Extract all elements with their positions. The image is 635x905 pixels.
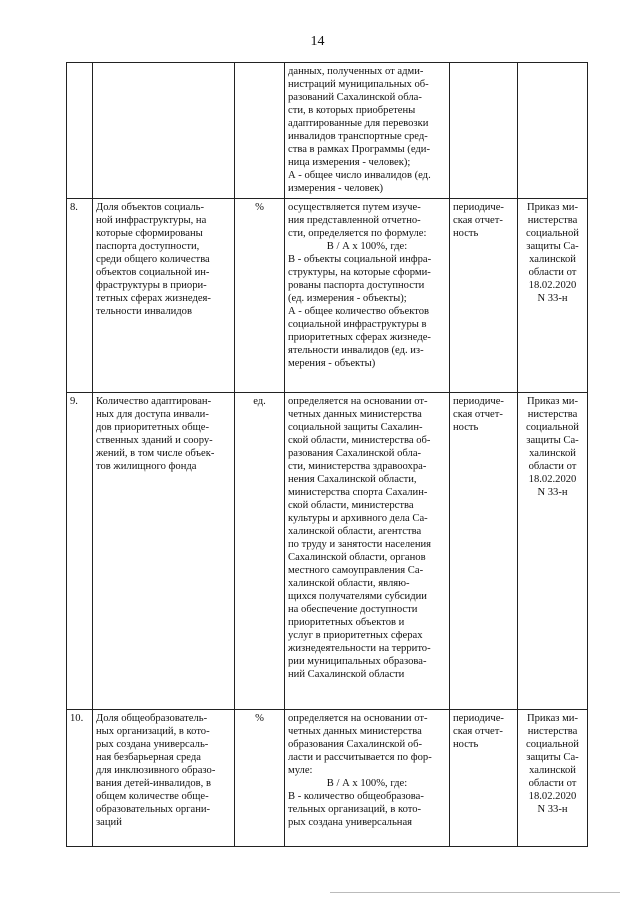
calculation-method — [285, 710, 450, 847]
table-row — [67, 199, 588, 393]
page-number: 14 — [310, 34, 325, 49]
unit-of-measure — [235, 63, 285, 199]
source-document: Приказ ми- нистерства социальной защиты Са- халинской области от 18.02.2020 N 33-н — [518, 393, 588, 710]
reporting-period: периодиче- ская отчет- ность — [450, 710, 518, 847]
source-document — [518, 63, 588, 199]
table-row — [67, 710, 588, 847]
formula-explanation: В - количество общеобразова- тельных организаций, в кото- рых создана универсальная — [288, 791, 424, 828]
calculation-method — [285, 393, 450, 710]
reporting-period — [450, 63, 518, 199]
method-text: определяется на основании от- четных данных министерства образования Сахалинской об- ласти и рассчитывается по фор- муле: — [288, 713, 432, 776]
source-document: Приказ ми- нистерства социальной защиты Са- халинской области от 18.02.2020 N 33-н — [518, 710, 588, 847]
calculation-method — [285, 199, 450, 393]
method-text: определяется на основании от- четных данных министерства социальной защиты Сахалин- ской области, министерства об- разования Сахалинской обла- сти, министерства здравоохра- нения Сахалинской области, министерства спорта Сахалин- ской области, министерства культуры и архивного дела Са- халинской области, агентства по труду и занятости населения Сахалинской области, органов местного самоуправления Са- халинской области, являю- щихся получателями субсидии на обеспечение доступности приоритетных объектов и услуг в приоритетных сферах жизнедеятельности на террито- рии муниципальных образова- ний Сахалинской области — [288, 396, 432, 680]
row-number: 9. — [67, 393, 93, 710]
reporting-period: периодиче- ская отчет- ность — [450, 199, 518, 393]
indicator-name — [93, 63, 235, 199]
unit-of-measure: % — [235, 710, 285, 847]
formula: В / А х 100%, где: — [326, 778, 408, 789]
row-number — [67, 63, 93, 199]
bottom-divider — [330, 892, 620, 893]
row-number: 10. — [67, 710, 93, 847]
source-document: Приказ ми- нистерства социальной защиты Са- халинской области от 18.02.2020 N 33-н — [518, 199, 588, 393]
formula: В / А х 100%, где: — [326, 241, 408, 252]
formula-explanation: В - объекты социальной инфра- структуры, на которые сформи- рованы паспорта доступности (ед. измерения - объекты); А - общее количество объектов социальной инфраструктуры в приоритетных сферах жизнеде- ятельности инвалидов (ед. из- мерения - объекты) — [288, 254, 432, 369]
reporting-period: периодиче- ская отчет- ность — [450, 393, 518, 710]
calculation-method — [285, 63, 450, 199]
indicator-name: Количество адаптирован- ных для доступа инвали- дов приоритетных обще- ственных зданий и соору- жений, в том числе объек- тов жилищного фонда — [93, 393, 235, 710]
table-row — [67, 63, 588, 199]
method-text: данных, полученных от адми- нистраций муниципальных об- разований Сахалинской обла- сти, в которых приобретены адаптированные для перевозки инвалидов транспортные сред- ства в рамках Программы (еди- ница измерения - человек); А - общее число инвалидов (ед. измерения - человек) — [288, 66, 431, 194]
indicators-table — [66, 62, 588, 847]
method-text: осуществляется путем изуче- ния представленной отчетно- сти, определяется по формуле: — [288, 202, 427, 239]
row-number: 8. — [67, 199, 93, 393]
indicator-name: Доля объектов социаль- ной инфраструктуры, на которые сформированы паспорта доступности, среди общего количества объектов социальной ин- фраструктуры в приори- тетных сферах жизнедея- тельности инвалидов — [93, 199, 235, 393]
indicator-name: Доля общеобразователь- ных организаций, в кото- рых создана универсаль- ная безбарьерная среда для инклюзивного образо- вания детей-инвалидов, в общем количестве обще- образовательных органи- заций — [93, 710, 235, 847]
table-row — [67, 393, 588, 710]
unit-of-measure: ед. — [235, 393, 285, 710]
unit-of-measure: % — [235, 199, 285, 393]
